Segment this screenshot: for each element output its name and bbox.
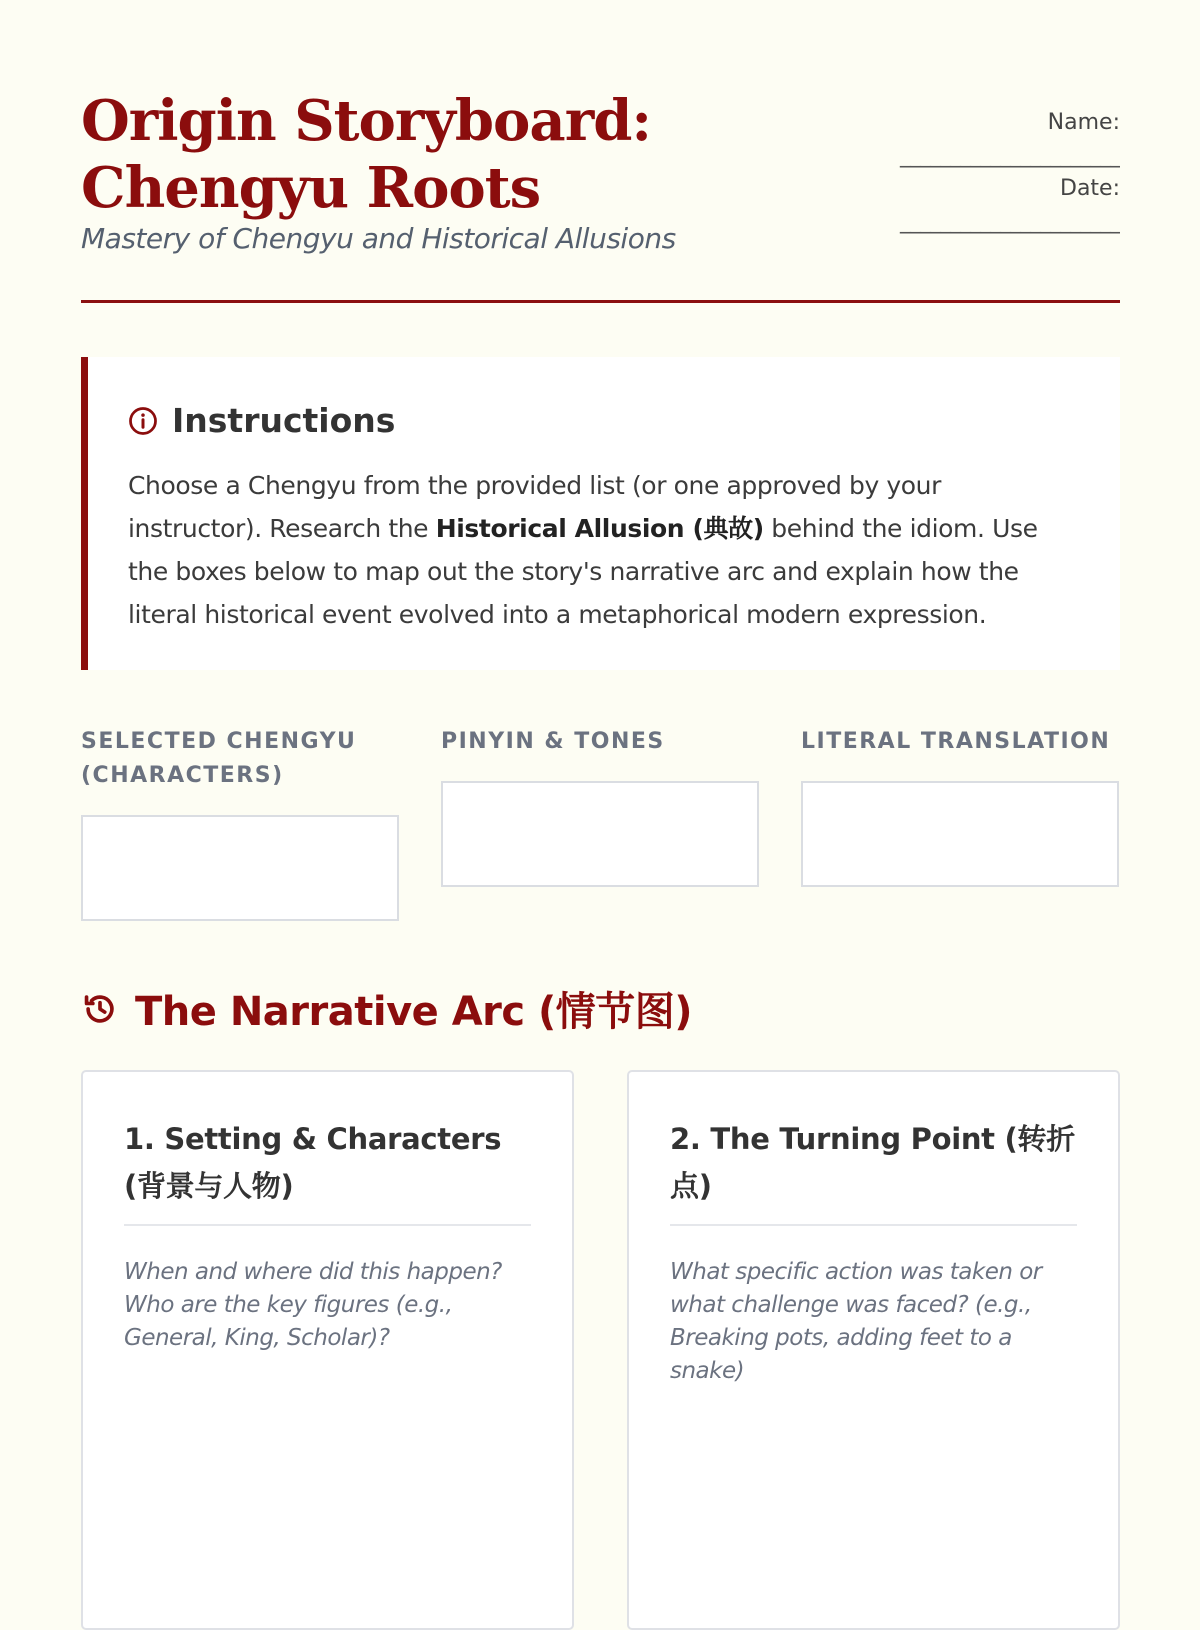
date-line[interactable]: ______________________	[900, 209, 1120, 234]
instructions-title: Instructions	[172, 401, 396, 440]
name-label: Name:	[1047, 110, 1120, 135]
field-selected-chengyu	[81, 725, 399, 921]
instructions-text-highlight: Historical Allusion (典故)	[435, 514, 764, 543]
header-divider	[81, 300, 1120, 303]
student-info	[790, 106, 1120, 238]
page-title: Origin Storyboard: Chengyu Roots	[81, 88, 652, 221]
history-clock-icon	[81, 990, 119, 1028]
field-label: LITERAL TRANSLATION	[801, 729, 1111, 754]
field-label: SELECTED CHENGYU (CHARACTERS)	[81, 729, 357, 788]
instructions-text	[128, 464, 1082, 636]
field-label: PINYIN & TONES	[441, 729, 665, 754]
pinyin-input[interactable]	[441, 781, 759, 887]
card-title: 2. The Turning Point (转折点)	[670, 1116, 1077, 1226]
card-prompt: When and where did this happen? Who are the key figures (e.g., General, King, Scholar)?	[124, 1259, 502, 1351]
field-literal-translation	[801, 725, 1119, 887]
card-prompt: What specific action was taken or what challenge was faced? (e.g., Breaking pots, adding feet to a snake)	[670, 1259, 1042, 1384]
field-pinyin	[441, 725, 759, 887]
worksheet-header	[81, 88, 1120, 301]
page-subtitle: Mastery of Chengyu and Historical Allusions	[81, 222, 676, 255]
section-title: The Narrative Arc (情节图)	[135, 989, 693, 1035]
info-circle-icon	[128, 406, 158, 436]
narrative-arc-heading	[81, 980, 692, 1037]
instructions-box	[81, 357, 1120, 670]
storyboard-card-turning-point[interactable]	[627, 1070, 1120, 1630]
instructions-text-end: behind the idiom. Use the boxes below to map out the story's narrative arc and explain how the literal historical event evolved into a metaphorical modern expression.	[128, 514, 1038, 629]
literal-translation-input[interactable]	[801, 781, 1119, 887]
name-line[interactable]: ______________________	[900, 143, 1120, 168]
card-title: 1. Setting & Characters (背景与人物)	[124, 1116, 531, 1226]
instructions-heading	[128, 401, 1082, 440]
instructions-text-start: Choose a Chengyu from the provided list (or one approved by your instructor). Research the	[128, 471, 941, 543]
selected-chengyu-input[interactable]	[81, 815, 399, 921]
date-label: Date:	[1060, 176, 1120, 201]
storyboard-card-setting[interactable]	[81, 1070, 574, 1630]
